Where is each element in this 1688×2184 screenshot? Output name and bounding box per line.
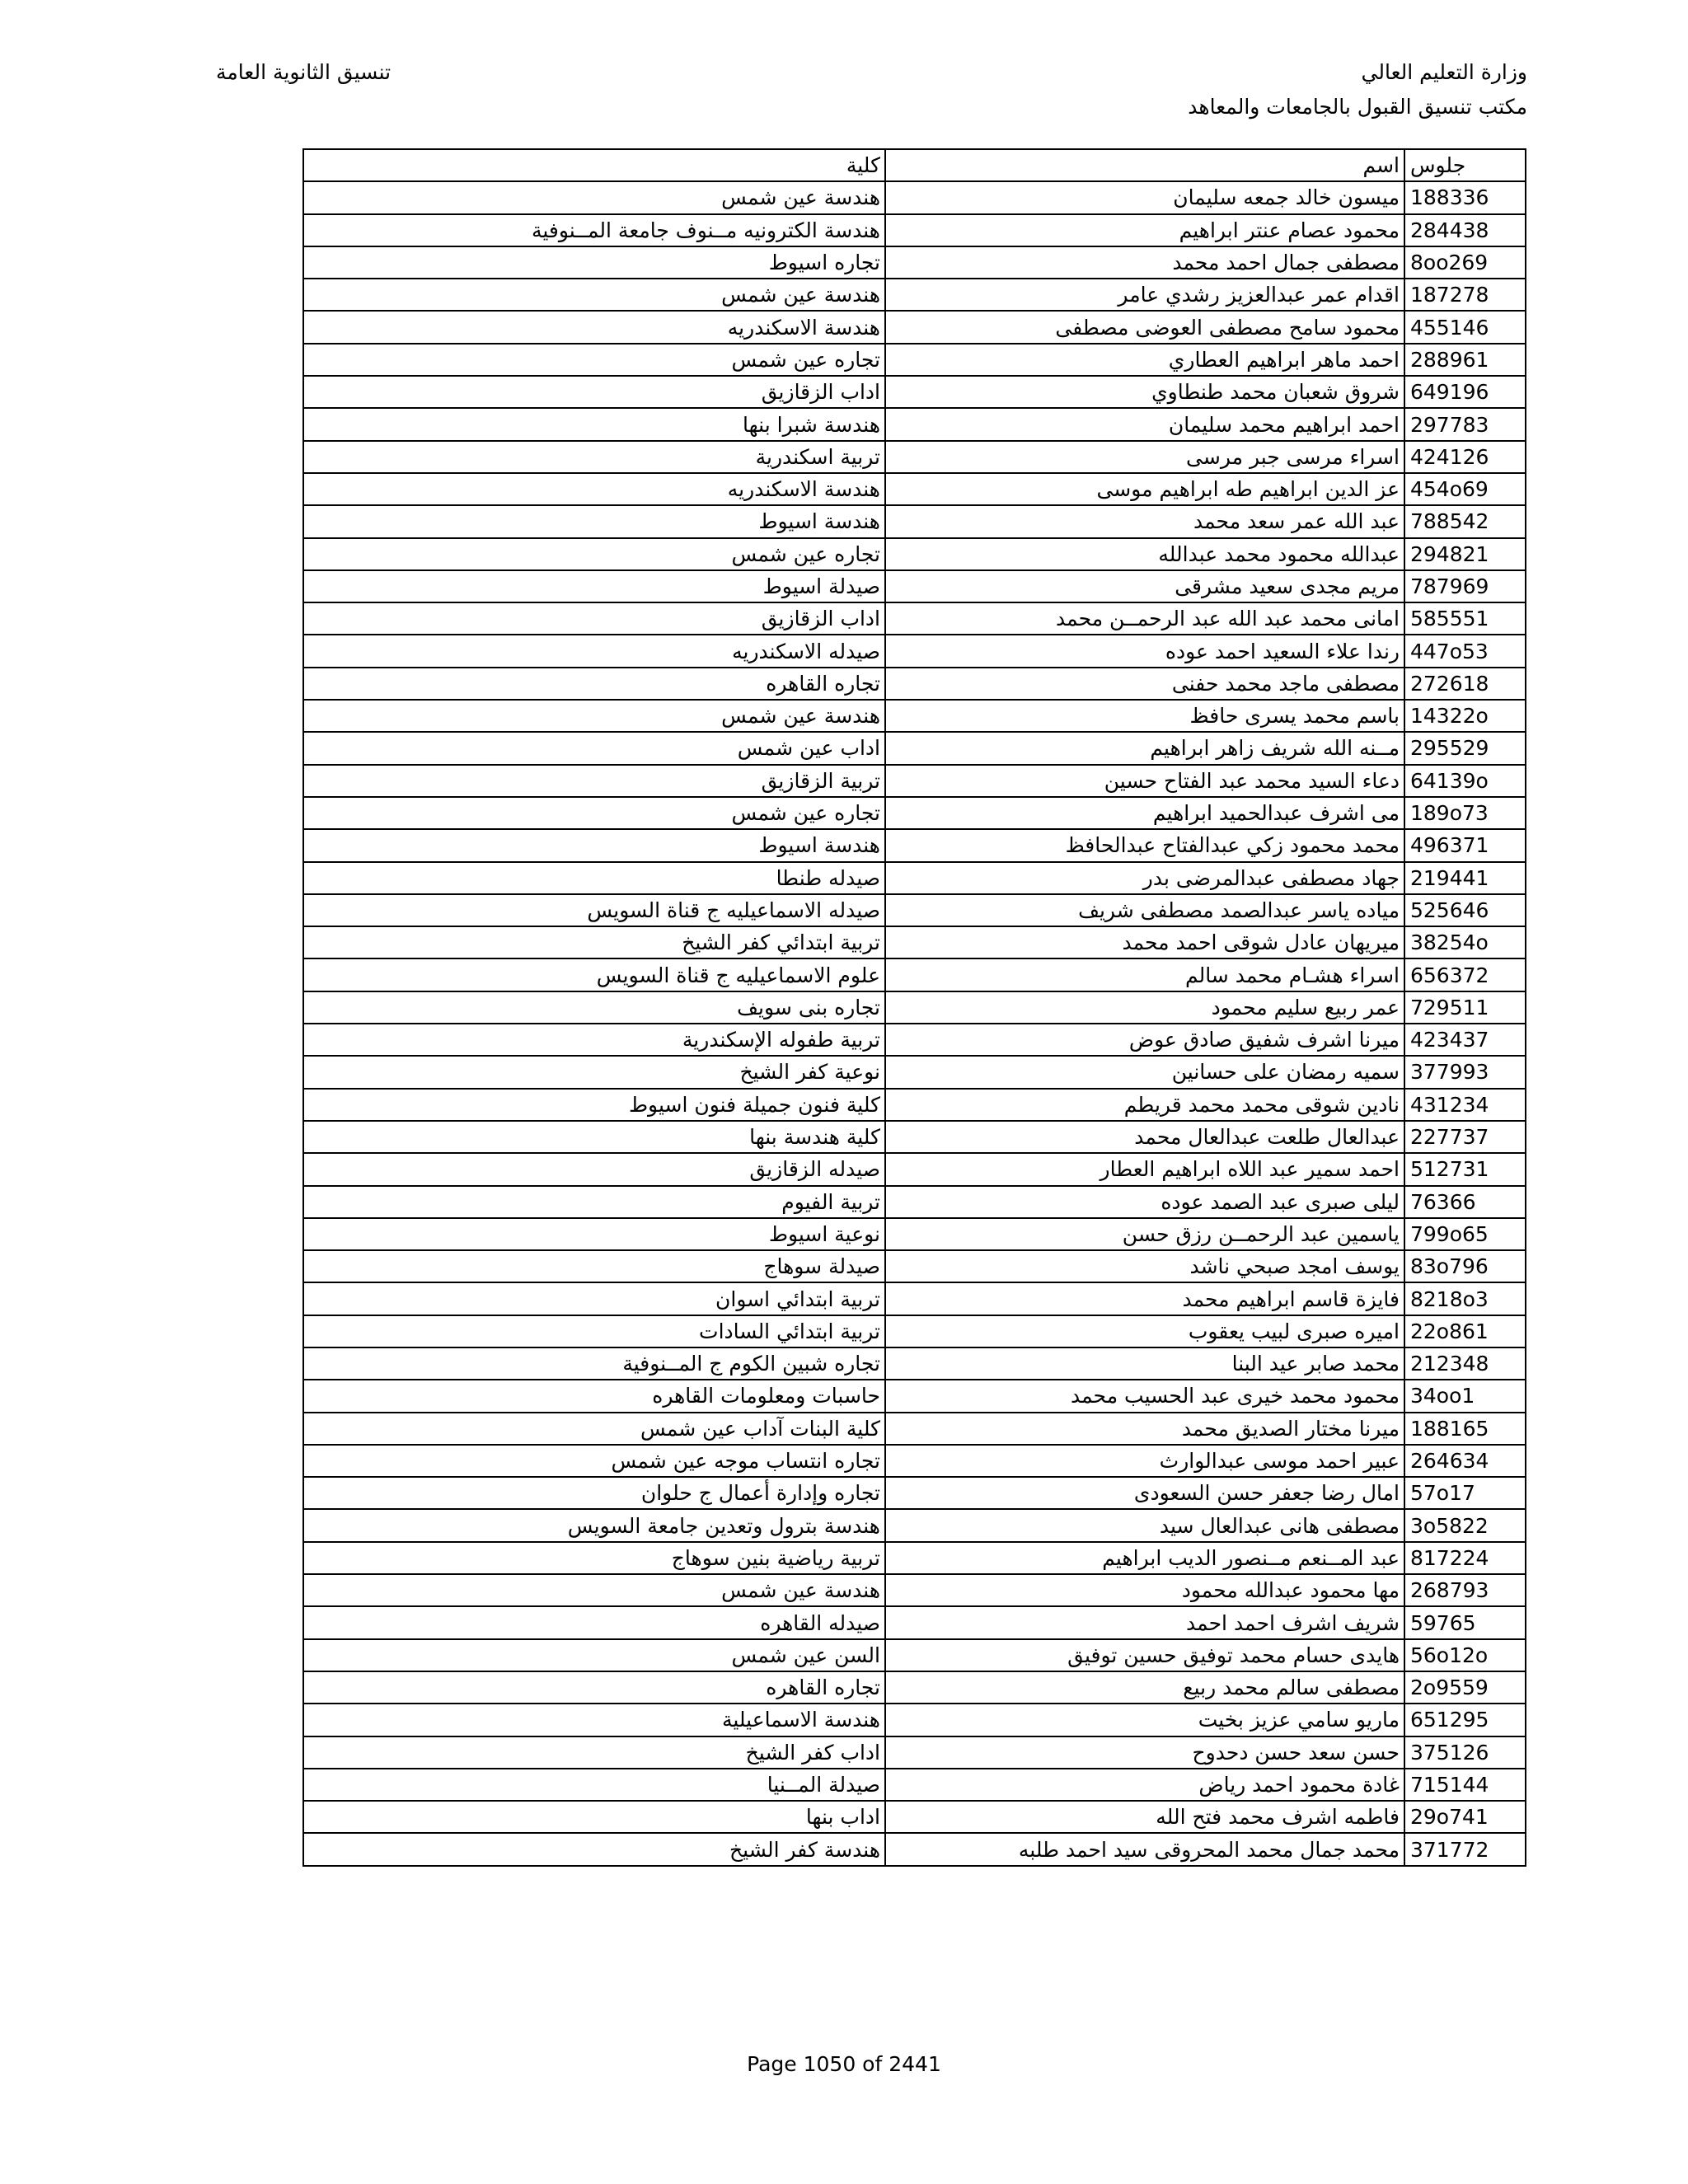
table-row (303, 1315, 1526, 1347)
seat-number-cell: 431234 (1404, 1089, 1526, 1121)
table-row (303, 1736, 1526, 1769)
student-name-cell: امال رضا جعفر حسن السعودى (885, 1477, 1404, 1509)
college-cell: تجاره القاهره (303, 1671, 885, 1704)
college-cell: هندسة عين شمس (303, 700, 885, 732)
student-name-cell: مصطفى جمال احمد محمد (885, 246, 1404, 279)
column-header-college: كلية (303, 149, 885, 181)
seat-number-cell: 83o796 (1404, 1250, 1526, 1282)
student-name-cell: باسم محمد يسرى حافظ (885, 700, 1404, 732)
seat-number-cell: 454o69 (1404, 473, 1526, 505)
seat-number-cell: 288961 (1404, 344, 1526, 376)
college-cell: تجاره وإدارة أعمال ج حلوان (303, 1477, 885, 1509)
table-row (303, 991, 1526, 1024)
college-cell: نوعية اسيوط (303, 1218, 885, 1250)
table-row (303, 1024, 1526, 1056)
table-row (303, 311, 1526, 343)
college-cell: هندسة عين شمس (303, 181, 885, 213)
college-cell: كلية البنات آداب عين شمس (303, 1413, 885, 1445)
college-cell: تربية ابتدائي السادات (303, 1315, 885, 1347)
seat-number-cell: 14322o (1404, 700, 1526, 732)
student-name-cell: ماريو سامي عزيز بخيت (885, 1704, 1404, 1736)
college-cell: هندسة الاسكندريه (303, 473, 885, 505)
seat-number-cell: 649196 (1404, 376, 1526, 408)
table-row (303, 894, 1526, 926)
seat-number-cell: 377993 (1404, 1056, 1526, 1088)
admissions-table (302, 148, 1526, 1867)
track-title: تنسيق الثانوية العامة (216, 60, 392, 84)
student-name-cell: شروق شعبان محمد طنطاوي (885, 376, 1404, 408)
table-row (303, 570, 1526, 602)
table-row (303, 538, 1526, 570)
table-row (303, 1186, 1526, 1218)
table-row (303, 246, 1526, 279)
seat-number-cell: 219441 (1404, 862, 1526, 894)
seat-number-cell: 585551 (1404, 602, 1526, 635)
college-cell: تربية اسكندرية (303, 441, 885, 473)
table-row (303, 797, 1526, 829)
college-cell: تجاره انتساب موجه عين شمس (303, 1445, 885, 1477)
seat-number-cell: 294821 (1404, 538, 1526, 570)
seat-number-cell: 22o861 (1404, 1315, 1526, 1347)
student-name-cell: احمد سمير عبد اللاه ابراهيم العطار (885, 1153, 1404, 1185)
student-name-cell: اسراء مرسى جبر مرسى (885, 441, 1404, 473)
student-name-cell: نادين شوقى محمد محمد قريطم (885, 1089, 1404, 1121)
seat-number-cell: 34oo1 (1404, 1380, 1526, 1412)
college-cell: صيدله الزقازيق (303, 1153, 885, 1185)
student-name-cell: مها محمود عبدالله محمود (885, 1574, 1404, 1606)
student-name-cell: امانى محمد عبد الله عبد الرحمــن محمد (885, 602, 1404, 635)
college-cell: هندسة الاسماعيلية (303, 1704, 885, 1736)
seat-number-cell: 64139o (1404, 765, 1526, 797)
table-row (303, 1056, 1526, 1088)
student-name-cell: يوسف امجد صبحي ناشد (885, 1250, 1404, 1282)
college-cell: تجاره عين شمس (303, 538, 885, 570)
college-cell: تجاره بنى سويف (303, 991, 885, 1024)
seat-number-cell: 455146 (1404, 311, 1526, 343)
table-row (303, 1347, 1526, 1380)
table-row (303, 829, 1526, 861)
college-cell: اداب الزقازيق (303, 376, 885, 408)
student-name-cell: ميسون خالد جمعه سليمان (885, 181, 1404, 213)
college-cell: اداب كفر الشيخ (303, 1736, 885, 1769)
student-name-cell: شريف اشرف احمد احمد (885, 1606, 1404, 1638)
college-cell: كلية هندسة بنها (303, 1121, 885, 1153)
table-row (303, 1769, 1526, 1801)
seat-number-cell: 227737 (1404, 1121, 1526, 1153)
student-name-cell: مصطفى ماجد محمد حفنى (885, 668, 1404, 700)
college-cell: تربية الزقازيق (303, 765, 885, 797)
table-row (303, 1250, 1526, 1282)
student-name-cell: محمود عصام عنتر ابراهيم (885, 214, 1404, 246)
college-cell: هندسة بترول وتعدين جامعة السويس (303, 1509, 885, 1541)
college-cell: هندسة عين شمس (303, 279, 885, 311)
student-name-cell: اسراء هشـام محمد سالم (885, 958, 1404, 991)
seat-number-cell: 375126 (1404, 1736, 1526, 1769)
table-row (303, 408, 1526, 440)
seat-number-cell: 38254o (1404, 926, 1526, 958)
column-header-seat: جلوس (1404, 149, 1526, 181)
ministry-title: وزارة التعليم العالي (1361, 60, 1527, 84)
table-row (303, 602, 1526, 635)
college-cell: هندسة اسيوط (303, 505, 885, 537)
table-row (303, 1574, 1526, 1606)
seat-number-cell: 496371 (1404, 829, 1526, 861)
table-row (303, 1380, 1526, 1412)
college-cell: صيدله طنطا (303, 862, 885, 894)
seat-number-cell: 212348 (1404, 1347, 1526, 1380)
seat-number-cell: 512731 (1404, 1153, 1526, 1185)
table-row (303, 181, 1526, 213)
student-name-cell: فاطمه اشرف محمد فتح الله (885, 1801, 1404, 1833)
seat-number-cell: 8218o3 (1404, 1282, 1526, 1315)
table-row (303, 958, 1526, 991)
student-name-cell: حسن سعد حسن دحدوح (885, 1736, 1404, 1769)
student-name-cell: ميريهان عادل شوقى احمد محمد (885, 926, 1404, 958)
college-cell: صيدلة سوهاج (303, 1250, 885, 1282)
college-cell: نوعية كفر الشيخ (303, 1056, 885, 1088)
student-name-cell: اميره صبرى لبيب يعقوب (885, 1315, 1404, 1347)
college-cell: علوم الاسماعيليه ج قناة السويس (303, 958, 885, 991)
student-name-cell: محمد صابر عيد البنا (885, 1347, 1404, 1380)
table-row (303, 1218, 1526, 1250)
college-cell: تربية رياضية بنين سوهاج (303, 1542, 885, 1574)
table-row (303, 344, 1526, 376)
college-cell: اداب بنها (303, 1801, 885, 1833)
table-header-row (303, 149, 1526, 181)
student-name-cell: فايزة قاسم ابراهيم محمد (885, 1282, 1404, 1315)
student-name-cell: مــنه الله شريف زاهر ابراهيم (885, 732, 1404, 764)
seat-number-cell: 651295 (1404, 1704, 1526, 1736)
table-row (303, 376, 1526, 408)
seat-number-cell: 284438 (1404, 214, 1526, 246)
college-cell: تجاره اسيوط (303, 246, 885, 279)
college-cell: تجاره شبين الكوم ج المــنوفية (303, 1347, 885, 1380)
office-title: مكتب تنسيق القبول بالجامعات والمعاهد (1188, 95, 1527, 119)
college-cell: تربية طفوله الإسكندرية (303, 1024, 885, 1056)
seat-number-cell: 188165 (1404, 1413, 1526, 1445)
table-row (303, 700, 1526, 732)
student-name-cell: سميه رمضان على حسانين (885, 1056, 1404, 1088)
seat-number-cell: 787969 (1404, 570, 1526, 602)
student-name-cell: ميرنا مختار الصديق محمد (885, 1413, 1404, 1445)
table-row (303, 1671, 1526, 1704)
college-cell: هندسة الكترونيه مــنوف جامعة المــنوفية (303, 214, 885, 246)
table-row (303, 1445, 1526, 1477)
seat-number-cell: 264634 (1404, 1445, 1526, 1477)
table-row (303, 1509, 1526, 1541)
seat-number-cell: 59765 (1404, 1606, 1526, 1638)
table-row (303, 1153, 1526, 1185)
seat-number-cell: 371772 (1404, 1833, 1526, 1865)
seat-number-cell: 3o5822 (1404, 1509, 1526, 1541)
college-cell: صيدلة اسيوط (303, 570, 885, 602)
student-name-cell: ياسمين عبد الرحمــن رزق حسن (885, 1218, 1404, 1250)
college-cell: تربية ابتدائي اسوان (303, 1282, 885, 1315)
table-row (303, 1542, 1526, 1574)
college-cell: هندسة الاسكندريه (303, 311, 885, 343)
student-name-cell: محمود محمد خيرى عبد الحسيب محمد (885, 1380, 1404, 1412)
college-cell: صيدله الاسماعيليه ج قناة السويس (303, 894, 885, 926)
table-row (303, 441, 1526, 473)
college-cell: حاسبات ومعلومات القاهره (303, 1380, 885, 1412)
student-name-cell: عبد الله عمر سعد محمد (885, 505, 1404, 537)
table-row (303, 473, 1526, 505)
college-cell: تربية الفيوم (303, 1186, 885, 1218)
student-name-cell: احمد ماهر ابراهيم العطاري (885, 344, 1404, 376)
table-row (303, 279, 1526, 311)
column-header-name: اسم (885, 149, 1404, 181)
table-row (303, 1606, 1526, 1638)
seat-number-cell: 729511 (1404, 991, 1526, 1024)
student-name-cell: غادة محمود احمد رياض (885, 1769, 1404, 1801)
student-name-cell: احمد ابراهيم محمد سليمان (885, 408, 1404, 440)
student-name-cell: مصطفى هانى عبدالعال سيد (885, 1509, 1404, 1541)
college-cell: تجاره القاهره (303, 668, 885, 700)
college-cell: اداب الزقازيق (303, 602, 885, 635)
college-cell: كلية فنون جميلة فنون اسيوط (303, 1089, 885, 1121)
college-cell: هندسة شبرا بنها (303, 408, 885, 440)
student-name-cell: عبير احمد موسى عبدالوارث (885, 1445, 1404, 1477)
table-row (303, 505, 1526, 537)
table-row (303, 214, 1526, 246)
seat-number-cell: 817224 (1404, 1542, 1526, 1574)
seat-number-cell: 447o53 (1404, 635, 1526, 667)
college-cell: هندسة عين شمس (303, 1574, 885, 1606)
seat-number-cell: 57o17 (1404, 1477, 1526, 1509)
seat-number-cell: 189o73 (1404, 797, 1526, 829)
student-name-cell: عبدالله محمود محمد عبدالله (885, 538, 1404, 570)
seat-number-cell: 187278 (1404, 279, 1526, 311)
seat-number-cell: 268793 (1404, 1574, 1526, 1606)
table-row (303, 1704, 1526, 1736)
table-row (303, 765, 1526, 797)
college-cell: اداب عين شمس (303, 732, 885, 764)
student-name-cell: ليلى صبرى عبد الصمد عوده (885, 1186, 1404, 1218)
student-name-cell: مصطفى سالم محمد ربيع (885, 1671, 1404, 1704)
seat-number-cell: 295529 (1404, 732, 1526, 764)
seat-number-cell: 29o741 (1404, 1801, 1526, 1833)
student-name-cell: عبدالعال طلعت عبدالعال محمد (885, 1121, 1404, 1153)
student-name-cell: محمد جمال محمد المحروقى سيد احمد طلبه (885, 1833, 1404, 1865)
student-name-cell: عز الدين ابراهيم طه ابراهيم موسى (885, 473, 1404, 505)
table-row (303, 1121, 1526, 1153)
student-name-cell: عمر ربيع سليم محمود (885, 991, 1404, 1024)
student-name-cell: مى اشرف عبدالحميد ابراهيم (885, 797, 1404, 829)
table-row (303, 1477, 1526, 1509)
student-name-cell: مياده ياسر عبدالصمد مصطفى شريف (885, 894, 1404, 926)
seat-number-cell: 525646 (1404, 894, 1526, 926)
student-name-cell: رندا علاء السعيد احمد عوده (885, 635, 1404, 667)
student-name-cell: عبد المــنعم مــنصور الديب ابراهيم (885, 1542, 1404, 1574)
table-row (303, 635, 1526, 667)
table-row (303, 1089, 1526, 1121)
seat-number-cell: 2o9559 (1404, 1671, 1526, 1704)
table-row (303, 1833, 1526, 1865)
seat-number-cell: 799o65 (1404, 1218, 1526, 1250)
college-cell: تربية ابتدائي كفر الشيخ (303, 926, 885, 958)
college-cell: السن عين شمس (303, 1639, 885, 1671)
seat-number-cell: 424126 (1404, 441, 1526, 473)
seat-number-cell: 272618 (1404, 668, 1526, 700)
student-name-cell: هايدى حسام محمد توفيق حسين توفيق (885, 1639, 1404, 1671)
seat-number-cell: 188336 (1404, 181, 1526, 213)
college-cell: تجاره عين شمس (303, 797, 885, 829)
college-cell: صيدله الاسكندريه (303, 635, 885, 667)
table-row (303, 862, 1526, 894)
student-name-cell: مريم مجدى سعيد مشرقى (885, 570, 1404, 602)
student-name-cell: اقدام عمر عبدالعزيز رشدي عامر (885, 279, 1404, 311)
college-cell: صيدلة المــنيا (303, 1769, 885, 1801)
table-row (303, 926, 1526, 958)
student-name-cell: دعاء السيد محمد عبد الفتاح حسين (885, 765, 1404, 797)
seat-number-cell: 715144 (1404, 1769, 1526, 1801)
student-name-cell: محمود سامح مصطفى العوضى مصطفى (885, 311, 1404, 343)
table-row (303, 1413, 1526, 1445)
seat-number-cell: 76366 (1404, 1186, 1526, 1218)
seat-number-cell: 656372 (1404, 958, 1526, 991)
table-row (303, 1801, 1526, 1833)
seat-number-cell: 56o12o (1404, 1639, 1526, 1671)
college-cell: هندسة اسيوط (303, 829, 885, 861)
student-name-cell: محمد محمود زكي عبدالفتاح عبدالحافظ (885, 829, 1404, 861)
table-row (303, 1639, 1526, 1671)
table-row (303, 1282, 1526, 1315)
college-cell: تجاره عين شمس (303, 344, 885, 376)
seat-number-cell: 8oo269 (1404, 246, 1526, 279)
seat-number-cell: 423437 (1404, 1024, 1526, 1056)
table-row (303, 732, 1526, 764)
student-name-cell: جهاد مصطفى عبدالمرضى بدر (885, 862, 1404, 894)
seat-number-cell: 788542 (1404, 505, 1526, 537)
seat-number-cell: 297783 (1404, 408, 1526, 440)
college-cell: صيدله القاهره (303, 1606, 885, 1638)
student-name-cell: ميرنا اشرف شفيق صادق عوض (885, 1024, 1404, 1056)
table-row (303, 668, 1526, 700)
page-number: Page 1050 of 2441 (747, 2052, 941, 2076)
college-cell: هندسة كفر الشيخ (303, 1833, 885, 1865)
